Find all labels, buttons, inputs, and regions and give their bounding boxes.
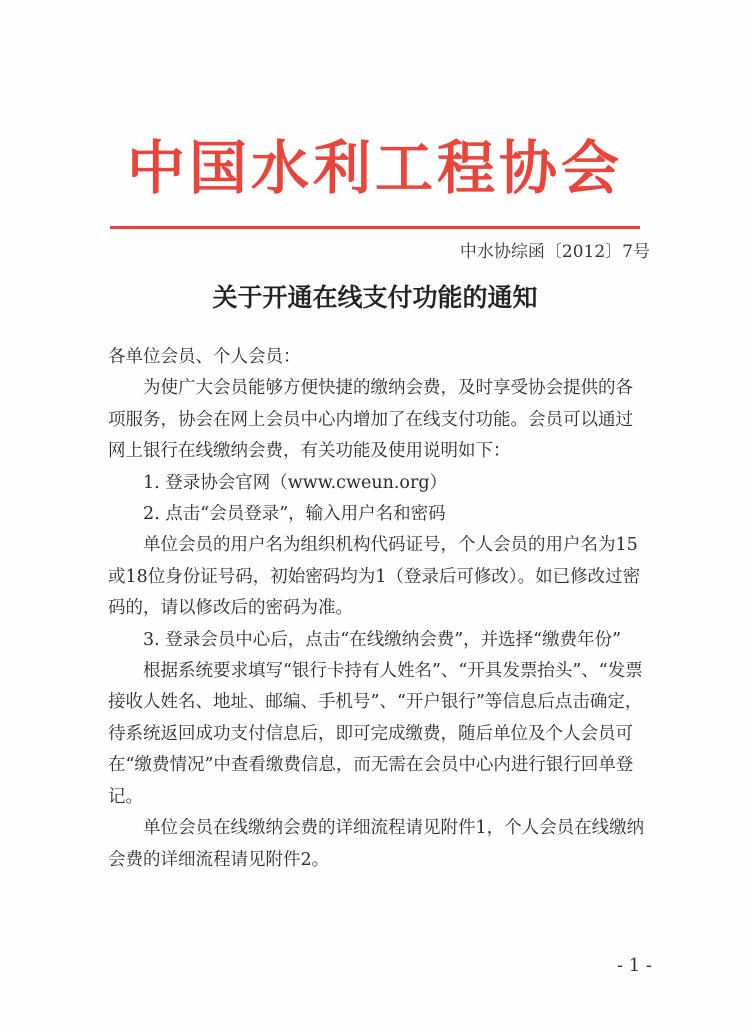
paragraph-attachments: 单位会员在线缴纳会费的详细流程请见附件1，个人会员在线缴纳会费的详细流程请见附件2。 — [108, 818, 645, 870]
step-2: 2. 点击“会员登录”，输入用户名和密码 — [143, 504, 446, 525]
notice-title: 关于开通在线支付功能的通知 — [212, 283, 538, 312]
document-number: 中水协综函〔2012〕7号 — [459, 242, 650, 262]
paragraph-instructions: 根据系统要求填写“银行卡持有人姓名”、“开具发票抬头”、“发票接收人姓名、地址、邮编、手机号”、“开户银行”等信息后点击确定，待系统返回成功支付信息后，即可完成缴费，随后单位及个人会员可在“缴费情况”中查看缴费信息，而无需在会员中心内进行银行回单登记。 — [108, 661, 643, 807]
notice-body — [108, 342, 648, 876]
organization-masthead: 中国水利工程协会 — [126, 134, 623, 202]
step-3: 3. 登录会员中心后，点击“在线缴纳会费”，并选择“缴费年份” — [143, 629, 622, 650]
step-1: 1. 登录协会官网（www.cweun.org） — [143, 472, 448, 493]
page-number: - 1 - — [616, 955, 652, 976]
salutation: 各单位会员、个人会员： — [108, 347, 301, 367]
paragraph-credentials: 单位会员的用户名为组织机构代码证号，个人会员的用户名为15或18位身份证号码，初始密码均为1（登录后可修改）。如已修改过密码的，请以修改后的密码为准。 — [108, 535, 641, 619]
red-divider-line — [110, 226, 640, 229]
paragraph-intro: 为使广大会员能够方便快捷的缴纳会费，及时享受协会提供的各项服务，协会在网上会员中心内增加了在线支付功能。会员可以通过网上银行在线缴纳会费，有关功能及使用说明如下： — [108, 378, 633, 462]
